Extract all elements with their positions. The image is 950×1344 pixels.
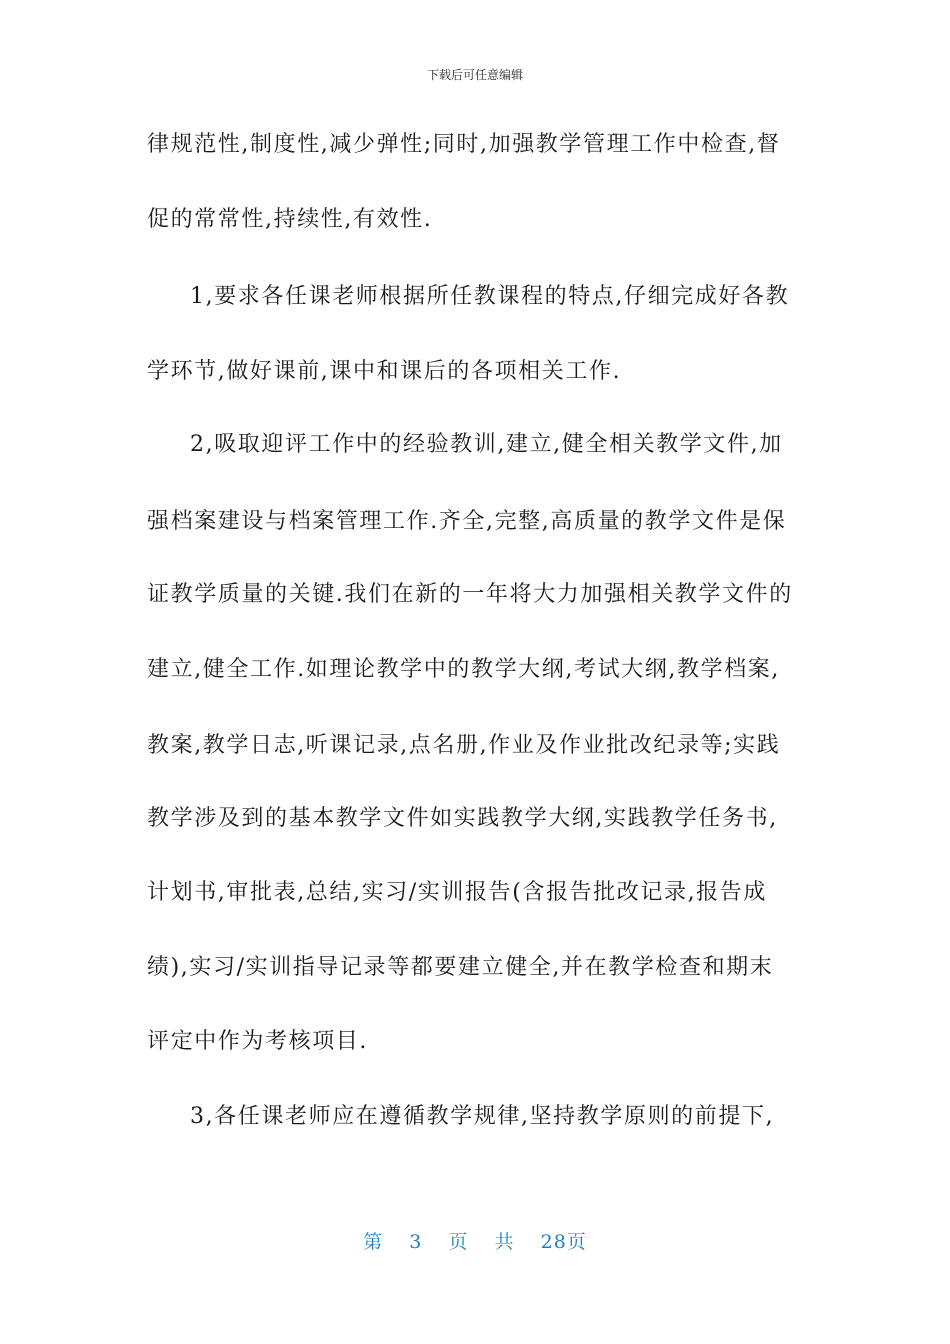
current-page-number: 3 bbox=[409, 1231, 423, 1253]
page-footer bbox=[0, 1227, 950, 1254]
text-line: 促的常常性,持续性,有效性. bbox=[147, 207, 433, 232]
text-line: 教学涉及到的基本教学文件如实践教学大纲,实践教学任务书, bbox=[147, 806, 778, 831]
text-line: 教案,教学日志,听课记录,点名册,作业及作业批改纪录等;实践 bbox=[147, 733, 781, 758]
text-line: 绩),实习/实训指导记录等都要建立健全,并在教学检查和期末 bbox=[147, 955, 774, 980]
text-line: 评定中作为考核项目. bbox=[147, 1029, 368, 1054]
text-line: 3,各任课老师应在遵循教学规律,坚持教学原则的前提下, bbox=[190, 1104, 775, 1129]
text-line: 2,吸取迎评工作中的经验教训,建立,健全相关教学文件,加 bbox=[190, 432, 783, 457]
text-line: 律规范性,制度性,减少弹性;同时,加强教学管理工作中检查,督 bbox=[147, 132, 781, 157]
footer-total-label: 共 bbox=[494, 1231, 515, 1253]
text-line: 1,要求各任课老师根据所任教课程的特点,仔细完成好各教 bbox=[190, 284, 790, 309]
footer-prefix: 第 bbox=[363, 1231, 384, 1253]
header-note: 下载后可任意编辑 bbox=[426, 68, 523, 82]
text-line: 强档案建设与档案管理工作.齐全,完整,高质量的教学文件是保 bbox=[147, 509, 787, 534]
text-line: 证教学质量的关键.我们在新的一年将大力加强相关教学文件的 bbox=[147, 582, 793, 607]
text-line: 学环节,做好课前,课中和课后的各项相关工作. bbox=[147, 359, 622, 384]
total-pages: 28页 bbox=[540, 1231, 587, 1253]
footer-page-label: 页 bbox=[448, 1231, 469, 1253]
text-line: 计划书,审批表,总结,实习/实训报告(含报告批改记录,报告成 bbox=[147, 880, 767, 905]
text-line: 建立,健全工作.如理论教学中的教学大纲,考试大纲,教学档案, bbox=[147, 657, 780, 682]
